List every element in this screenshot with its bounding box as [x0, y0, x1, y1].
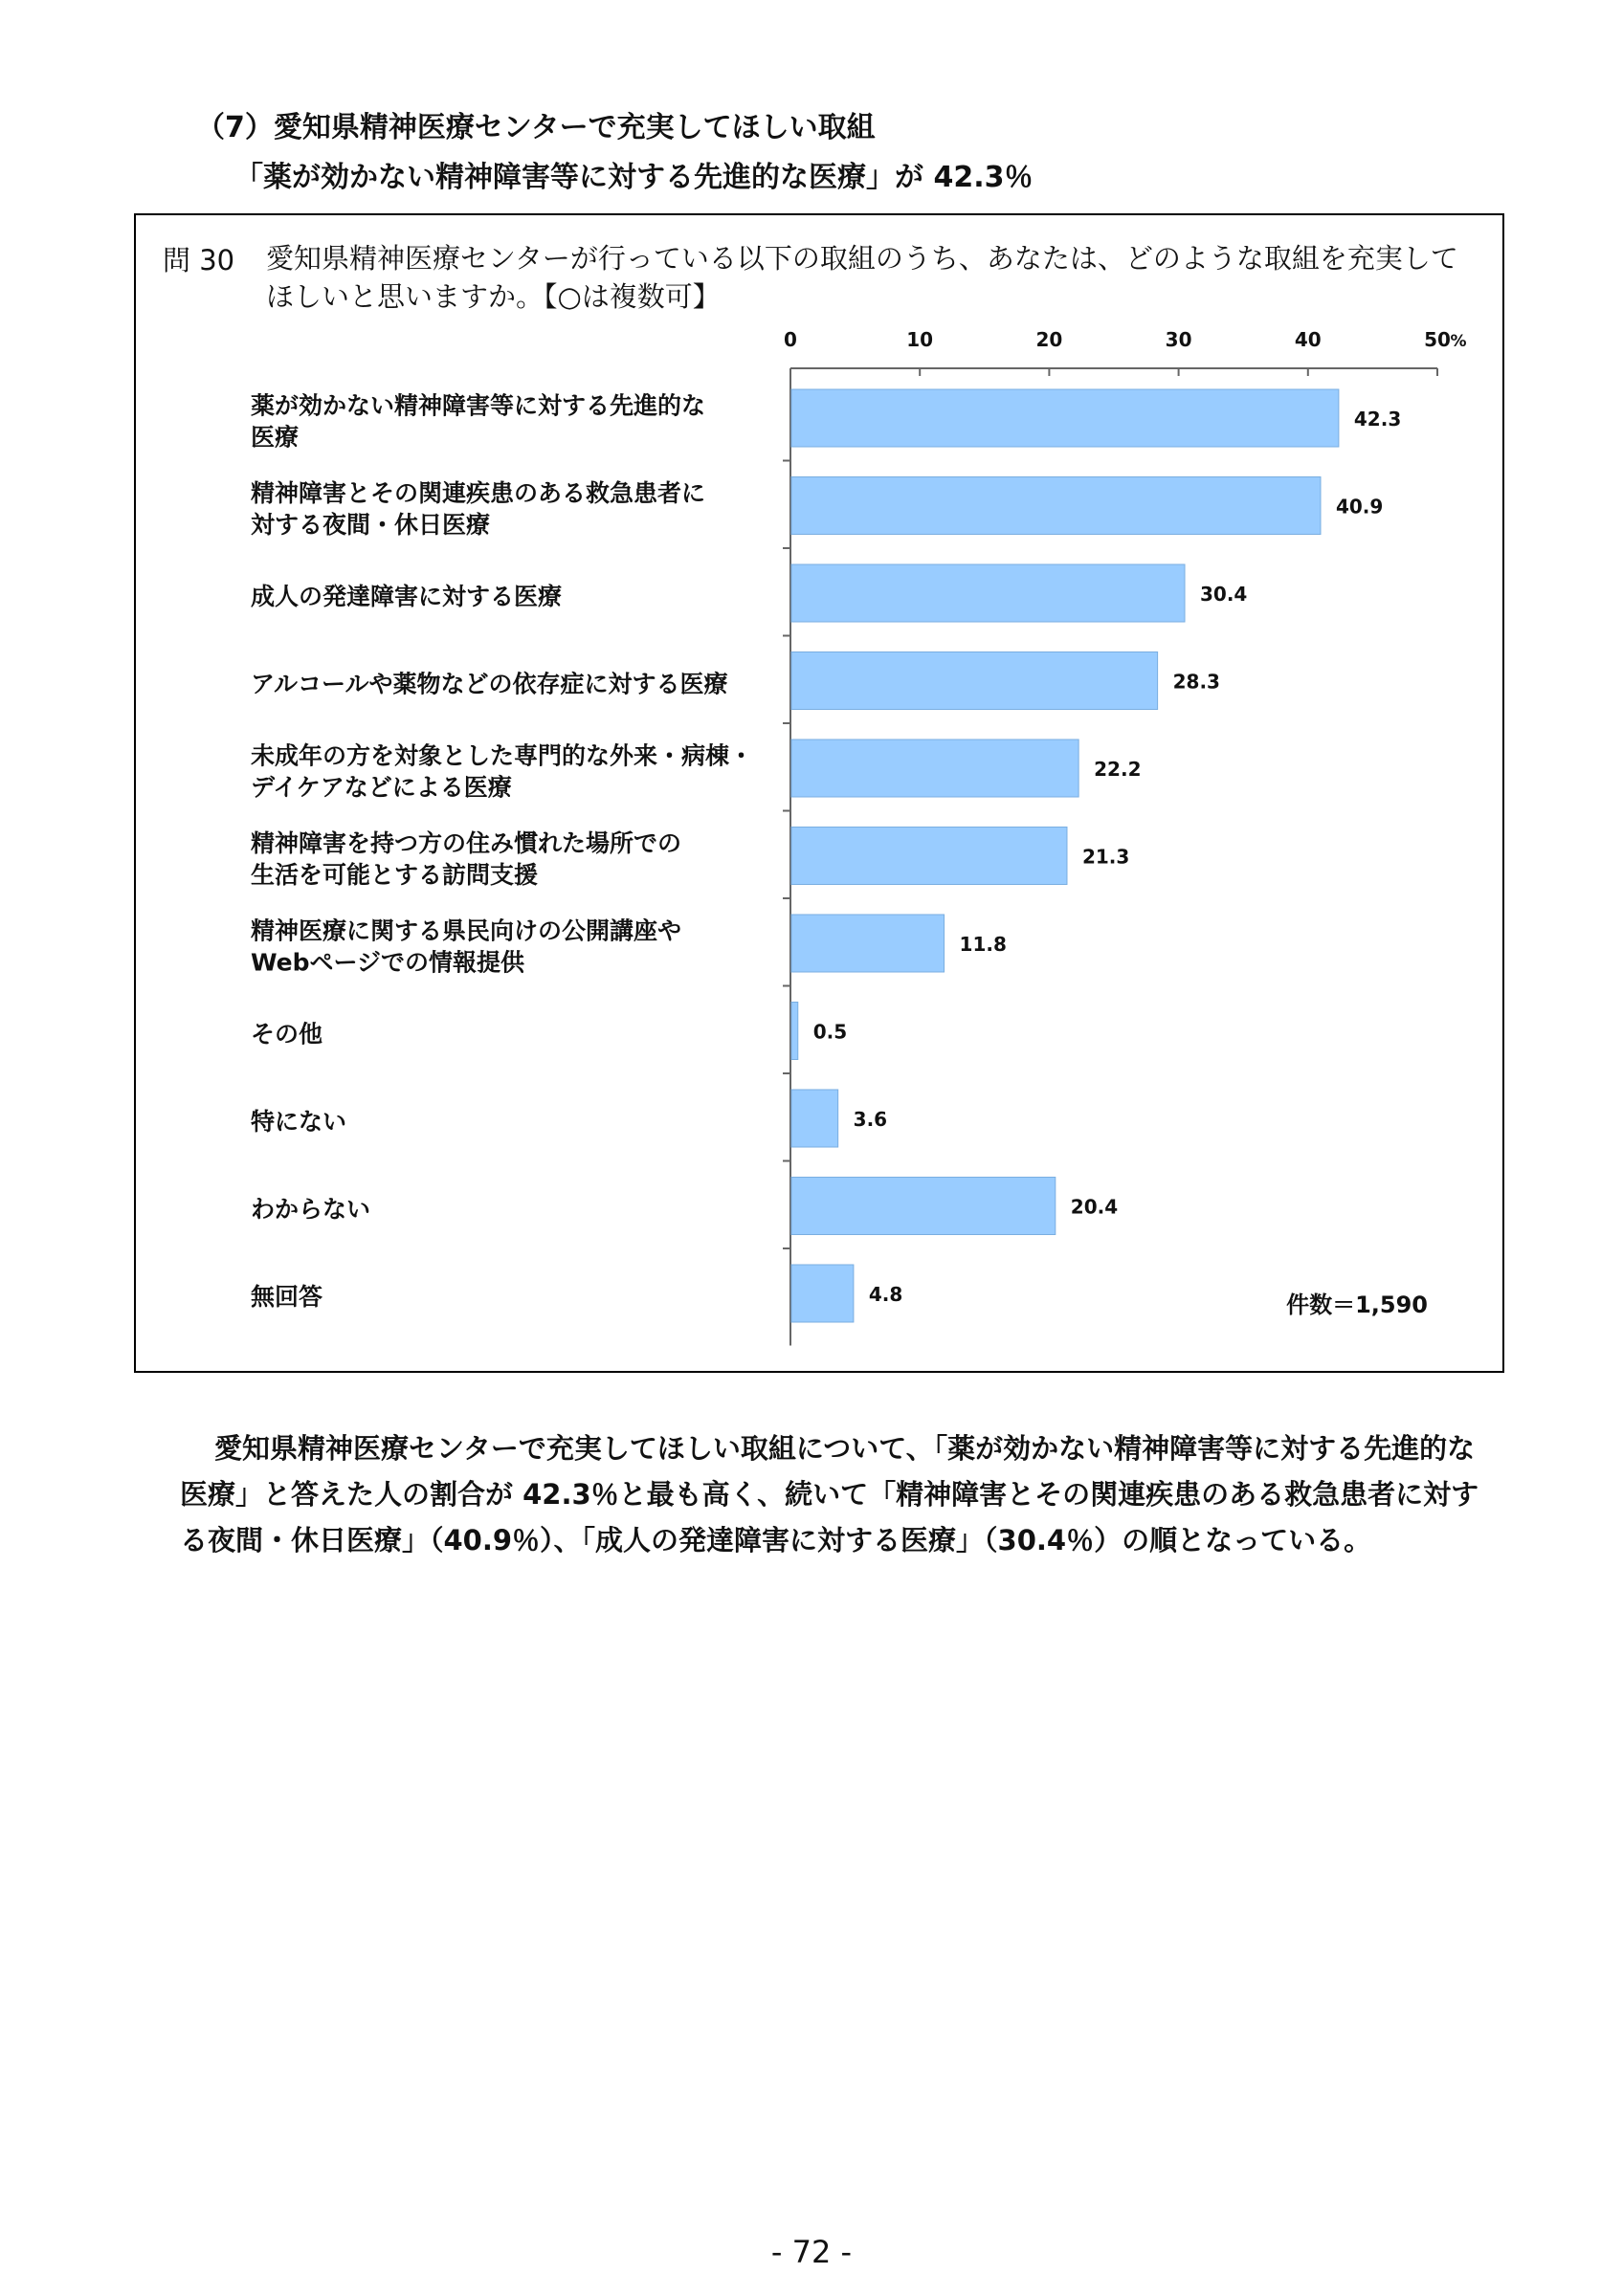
bar-chart [134, 325, 1493, 1358]
x-tick-label: 20 [1035, 328, 1063, 351]
category-label: 精神障害とその関連疾患のある救急患者に [251, 478, 706, 507]
category-label: 成人の発達障害に対する医療 [251, 582, 563, 610]
x-tick-label: 50 [1424, 328, 1451, 351]
bar [791, 1003, 798, 1060]
x-axis-unit: % [1450, 332, 1467, 351]
data-label: 28.3 [1172, 670, 1220, 694]
category-label: 医療 [251, 423, 300, 452]
category-label: 未成年の方を対象とした専門的な外来・病棟・ [251, 741, 754, 770]
data-label: 30.4 [1200, 583, 1248, 606]
section-heading: （7）愛知県精神医療センターで充実してほしい取組 [196, 111, 876, 144]
x-tick-label: 40 [1294, 328, 1322, 351]
question-text: 愛知県精神医療センターが行っている以下の取組のうち、あなたは、どのような取組を充実してほしいと思いますか。【○は複数可】 [266, 242, 1458, 313]
bar [791, 915, 945, 972]
category-label: 精神医療に関する県民向けの公開講座や [251, 916, 682, 945]
bar [791, 740, 1078, 797]
category-label: デイケアなどによる医療 [251, 773, 512, 802]
bar [791, 1090, 838, 1147]
bar [791, 828, 1067, 885]
data-label: 21.3 [1081, 845, 1130, 869]
category-label: 生活を可能とする訪問支援 [251, 860, 539, 889]
data-label: 3.6 [853, 1108, 888, 1131]
data-label: 4.8 [868, 1283, 903, 1306]
bar [791, 477, 1321, 535]
bar [791, 1178, 1056, 1235]
category-label: アルコールや薬物などの依存症に対する医療 [251, 670, 728, 698]
category-label: 対する夜間・休日医療 [251, 510, 491, 539]
x-tick-label: 10 [906, 328, 934, 351]
data-label: 11.8 [959, 933, 1007, 956]
bar [791, 564, 1185, 622]
bar [791, 389, 1339, 447]
sample-size-label: 件数＝1,590 [1286, 1292, 1428, 1318]
category-label: その他 [251, 1020, 323, 1049]
category-label: 特にない [251, 1107, 347, 1136]
category-label: わからない [251, 1195, 371, 1224]
category-label: 無回答 [251, 1282, 323, 1311]
question-number: 問 30 [163, 244, 235, 276]
bar [791, 652, 1158, 710]
x-tick-label: 0 [784, 328, 797, 351]
bar [791, 1265, 854, 1322]
summary-paragraph: 愛知県精神医療センターで充実してほしい取組について、「薬が効かない精神障害等に対する先進的な医療」と答えた人の割合が 42.3％と最も高く、続いて「精神障害とその関連疾患のある救急患者に対する夜間・休日医療」（40.9％）、「成人の発達障害に対する医療」（30.4％）の順となっている。 [180, 1432, 1479, 1556]
data-label: 20.4 [1070, 1195, 1119, 1219]
page-number: - 72 - [770, 2234, 853, 2270]
data-label: 40.9 [1335, 495, 1384, 519]
data-label: 22.2 [1094, 758, 1142, 781]
data-label: 0.5 [812, 1020, 848, 1044]
data-label: 42.3 [1353, 408, 1402, 430]
category-label: Webページでの情報提供 [251, 948, 525, 977]
category-label: 薬が効かない精神障害等に対する先進的な [251, 391, 706, 420]
category-label: 精神障害を持つ方の住み慣れた場所での [251, 828, 682, 857]
x-tick-label: 30 [1165, 328, 1192, 351]
section-subheading: 「薬が効かない精神障害等に対する先進的な医療」が 42.3％ [234, 161, 1034, 194]
